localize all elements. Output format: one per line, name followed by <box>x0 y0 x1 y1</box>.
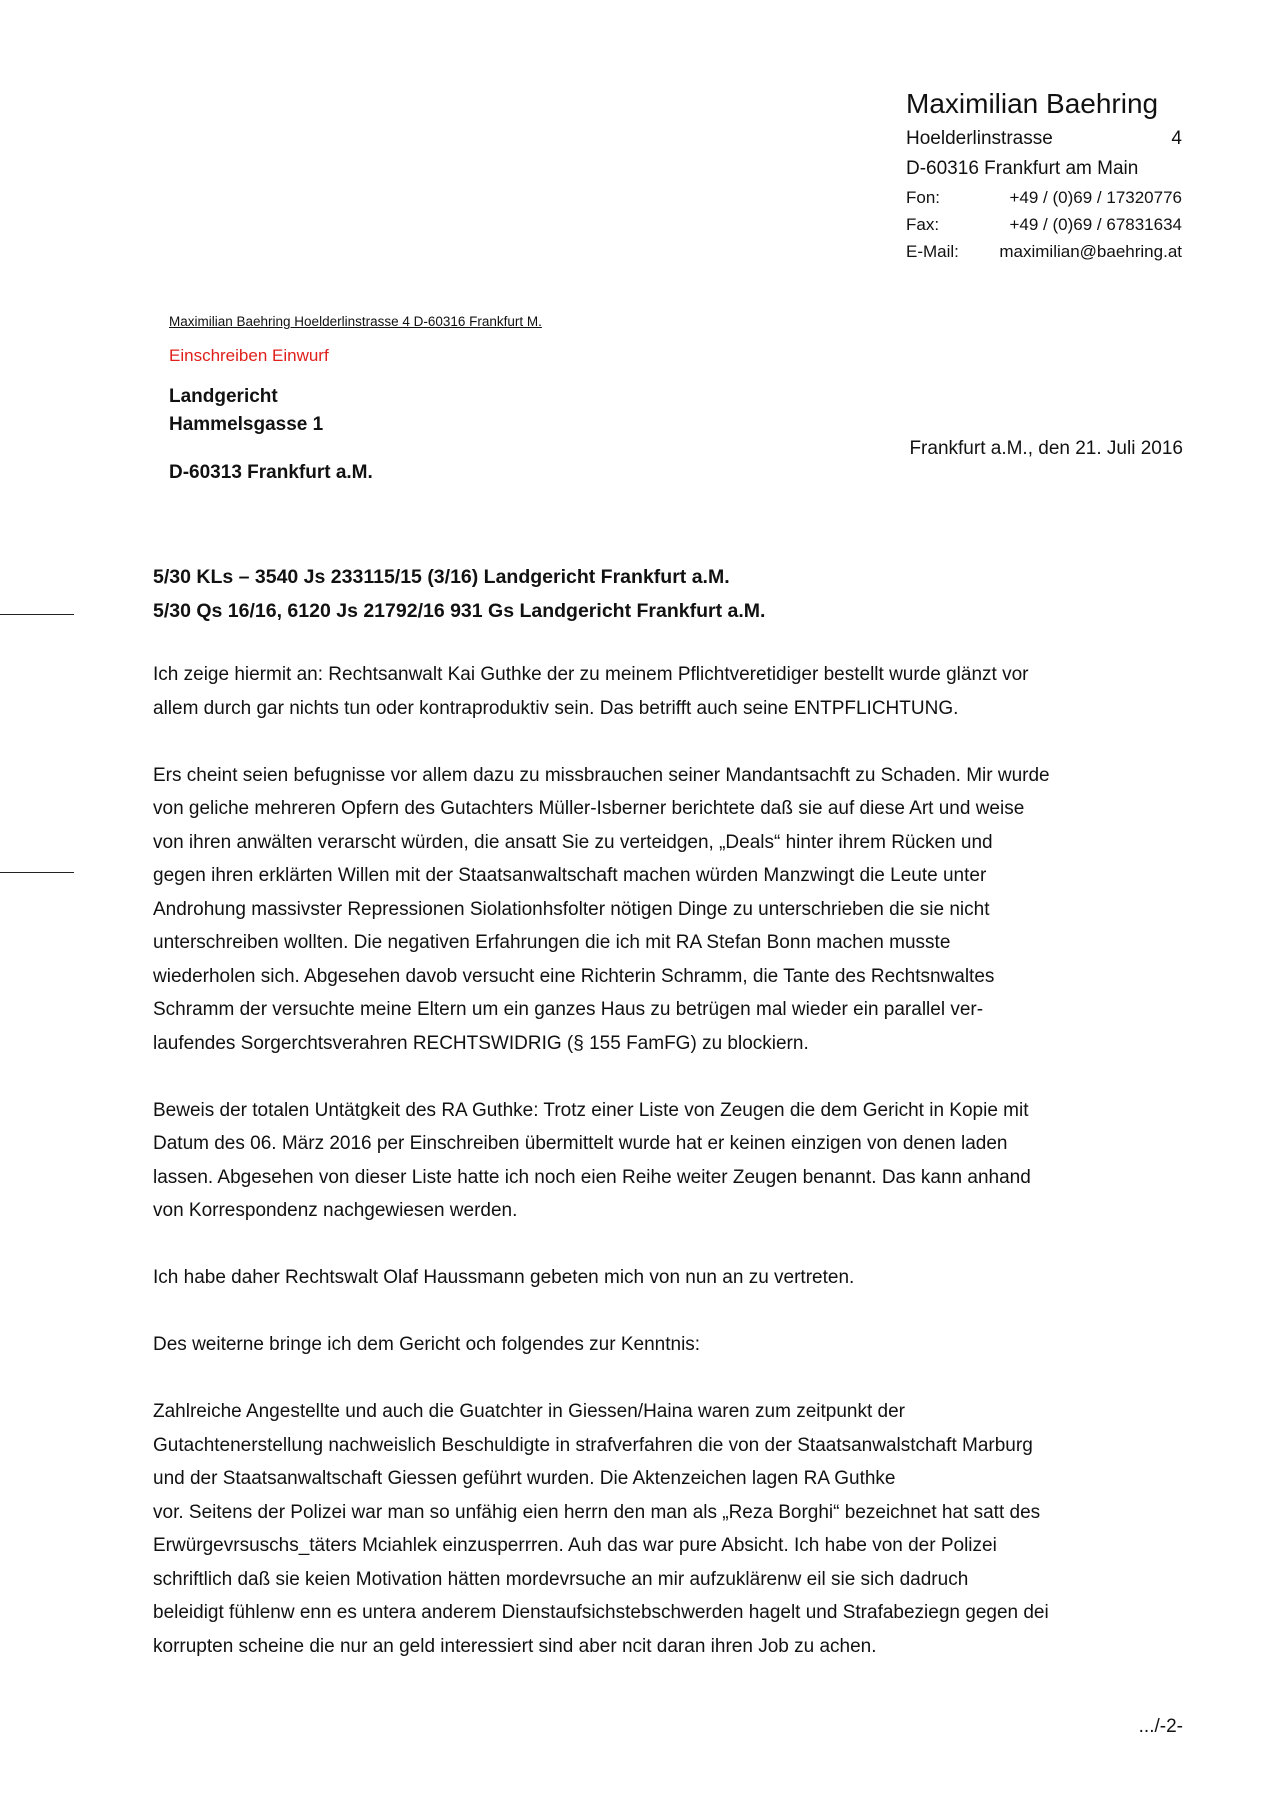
body-paragraph: Ich habe daher Rechtswalt Olaf Haussmann gebeten mich von nun an zu vertreten. <box>153 1267 855 1288</box>
body-paragraph: Ich zeige hiermit an: Rechtsanwalt Kai Guthke der zu meinem Pflichtveretidiger bestellt wurde glänzt vor allem durch gar nichts tun oder kontraproduktiv sein. Das betrifft auch seine ENTPFLICHTUNG. <box>153 664 1029 719</box>
fon-value: +49 / (0)69 / 17320776 <box>1009 188 1182 207</box>
page-marker: .../-2- <box>1138 1716 1183 1737</box>
fon-label: Fon: <box>906 188 941 207</box>
return-address-line: Maximilian Baehring Hoelderlinstrasse 4 D-60316 Frankfurt M. <box>169 314 542 329</box>
sender-email-row <box>906 238 1182 265</box>
sender-street-row <box>906 124 1182 154</box>
reference-lines <box>153 560 765 628</box>
sender-street: Hoelderlinstrasse <box>906 128 1053 149</box>
fold-mark-upper <box>0 614 74 615</box>
fold-mark-lower <box>0 872 74 873</box>
body-paragraph: Zahlreiche Angestellte und auch die Guatchter in Giessen/Haina waren zum zeitpunkt der Gutachtenerstellung nachweislich Beschuldigte in strafverfahren die von der Staatsanwalstchaft Marburg und der Staatsanwaltschaft Giessen geführt wurden. Die Aktenzeichen lagen RA Guthke vor. Seitens der Polizei war man so unfähig eien herrn den man als „Reza Borghi“ bezeichnet hat satt des Erwürgevrsuschs_täters Mciahlek einzusperrren. Auh das war pure Absicht. Ich habe von der Polizei schriftlich daß sie keien Motivation hätten mordevrsuche an mir aufzuklärenw eil sie sich dadruch beleidigt fühlenw enn es untera anderem Dienstaufsichstebschwerden hagelt und Strafabeziegn gegen dei korrupten scheine die nur an geld interessiert sind aber ncit daran ihren Job zu achen. <box>153 1401 1049 1657</box>
reference-line: 5/30 KLs – 3540 Js 233115/15 (3/16) Landgericht Frankfurt a.M. <box>153 566 730 588</box>
recipient-block <box>169 383 373 487</box>
recipient-city: D-60313 Frankfurt a.M. <box>169 462 373 483</box>
email-label: E-Mail: <box>906 242 959 261</box>
fax-label: Fax: <box>906 215 940 234</box>
body-paragraph: Beweis der totalen Untätgkeit des RA Guthke: Trotz einer Liste von Zeugen die dem Gericht in Kopie mit Datum des 06. März 2016 per Einschreiben übermittelt wurde hat er keinen einzigen von denen laden lassen. Abgesehen von dieser Liste hatte ich noch eien Reihe weiter Zeugen benannt. Das kann anhand von Korrespondenz nachgewiesen werden. <box>153 1099 1031 1221</box>
sender-fon-row <box>906 184 1182 211</box>
recipient-spacer <box>169 439 373 459</box>
sender-city: D-60316 Frankfurt am Main <box>906 158 1139 179</box>
sender-block <box>906 84 1182 265</box>
sender-fax-row <box>906 211 1182 238</box>
letter-body <box>153 658 1193 1663</box>
recipient-name: Landgericht <box>169 386 278 407</box>
fax-value: +49 / (0)69 / 67831634 <box>1009 215 1182 234</box>
body-paragraph: Ers cheint seien befugnisse vor allem dazu zu missbrauchen seiner Mandantsachft zu Schaden. Mir wurde von geliche mehreren Opfern des Gutachters Müller-Isberner berichtete daß sie auf diese Art und weise von ihren anwälten verarscht würden, die ansatt Sie zu verteidgen, „Deals“ hinter ihrem Rücken und gegen ihren erklärten Willen mit der Staatsanwaltschaft machen würden Manzwingt die Leute unter Androhung massivster Repressionen Siolationhsfolter nötigen Dinge zu unterschrieben die sie nicht unterschreiben wollten. Die negativen Erfahrungen die ich mit RA Stefan Bonn machen musste wiederholen sich. Abgesehen davob versucht eine Richterin Schramm, die Tante des Rechtsnwaltes Schramm der versuchte meine Eltern um ein ganzes Haus zu betrügen mal wieder ein parallel ver- laufendes Sorgerchtsverahren RECHTSWIDRIG (§ 155 FamFG) zu blockiern. <box>153 764 1050 1054</box>
letter-date: Frankfurt a.M., den 21. Juli 2016 <box>909 438 1183 459</box>
sender-house-number: 4 <box>1171 128 1182 149</box>
sender-name: Maximilian Baehring <box>906 88 1159 119</box>
body-paragraph: Des weiterne bringe ich dem Gericht och folgendes zur Kenntnis: <box>153 1334 701 1355</box>
email-value: maximilian@baehring.at <box>999 242 1182 261</box>
reference-line: 5/30 Qs 16/16, 6120 Js 21792/16 931 Gs Landgericht Frankfurt a.M. <box>153 600 766 622</box>
recipient-street: Hammelsgasse 1 <box>169 414 324 435</box>
delivery-method: Einschreiben Einwurf <box>169 346 329 365</box>
